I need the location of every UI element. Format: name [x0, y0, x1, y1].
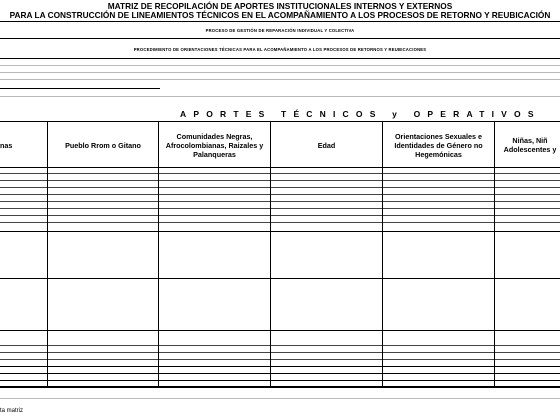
- column-divider: [158, 121, 159, 387]
- column-header-children: Niñas, Niñ Adolescentes y: [503, 136, 557, 154]
- title-divider: [0, 21, 560, 22]
- table-row-line: [0, 187, 560, 188]
- grid-row-line: [0, 65, 560, 66]
- column-header-sexual-orientation: Orientaciones Sexuales e Identidades de Género no Hegemónicas: [394, 131, 483, 159]
- section-title: APORTES TÉCNICOS y OPERATIVOS: [180, 109, 541, 119]
- table-row-line: [0, 359, 560, 360]
- column-header-rrom: Pueblo Rrom o Gitano: [65, 140, 141, 150]
- info-field-underline: [0, 88, 160, 89]
- column-header-afro: Comunidades Negras, Afrocolombianas, Raizales y Palanqueras: [165, 131, 264, 159]
- process-label: PROCESO DE GESTIÓN DE REPARACIÓN INDIVIDUAL Y COLECTIVA: [205, 28, 355, 33]
- procedure-label: PROCEDIMIENTO DE ORIENTACIONES TÉCNICAS PARA EL ACOMPAÑAMIENTO A LOS PROCESOS DE RETORNOS Y REUBICACIONES: [133, 47, 427, 52]
- document-title-line1: MATRIZ DE RECOPILACIÓN DE APORTES INSTITUCIONALES INTERNOS Y EXTERNOS: [107, 1, 453, 11]
- table-top-border: [0, 121, 560, 122]
- grid-row-line: [0, 96, 560, 97]
- table-row-line: [0, 180, 560, 181]
- grid-row-line: [0, 79, 560, 80]
- table-row-line: [0, 373, 560, 374]
- table-row-line: [0, 352, 560, 353]
- table-bottom-border: [0, 386, 560, 388]
- header-bottom-border: [0, 167, 560, 168]
- grid-row-line: [0, 72, 560, 73]
- column-divider: [494, 121, 495, 387]
- table-row-line: [0, 366, 560, 367]
- table-row-line: [0, 194, 560, 195]
- table-row-line: [0, 231, 560, 232]
- table-row-line: [0, 330, 560, 331]
- process-divider: [0, 38, 560, 39]
- document-title-line2: PARA LA CONSTRUCCIÓN DE LINEAMIENTOS TÉCNICOS EN EL ACOMPAÑAMIENTO A LOS PROCESOS DE RETORNO Y REUBICACIÓN: [9, 10, 551, 20]
- column-divider: [382, 121, 383, 387]
- procedure-divider: [0, 58, 560, 59]
- column-divider: [47, 121, 48, 387]
- table-row-line: [0, 208, 560, 209]
- table-row-line: [0, 215, 560, 216]
- grid-row-line: [0, 398, 560, 399]
- table-row-line: [0, 173, 560, 174]
- footer-note: ta matriz: [0, 408, 24, 414]
- column-header-indigenous: nas: [0, 140, 13, 150]
- table-row-line: [0, 222, 560, 223]
- table-row-line: [0, 201, 560, 202]
- table-row-line: [0, 345, 560, 346]
- column-header-age: Edad: [317, 140, 336, 150]
- table-row-line: [0, 278, 560, 279]
- table-row-line: [0, 380, 560, 381]
- column-divider: [270, 121, 271, 387]
